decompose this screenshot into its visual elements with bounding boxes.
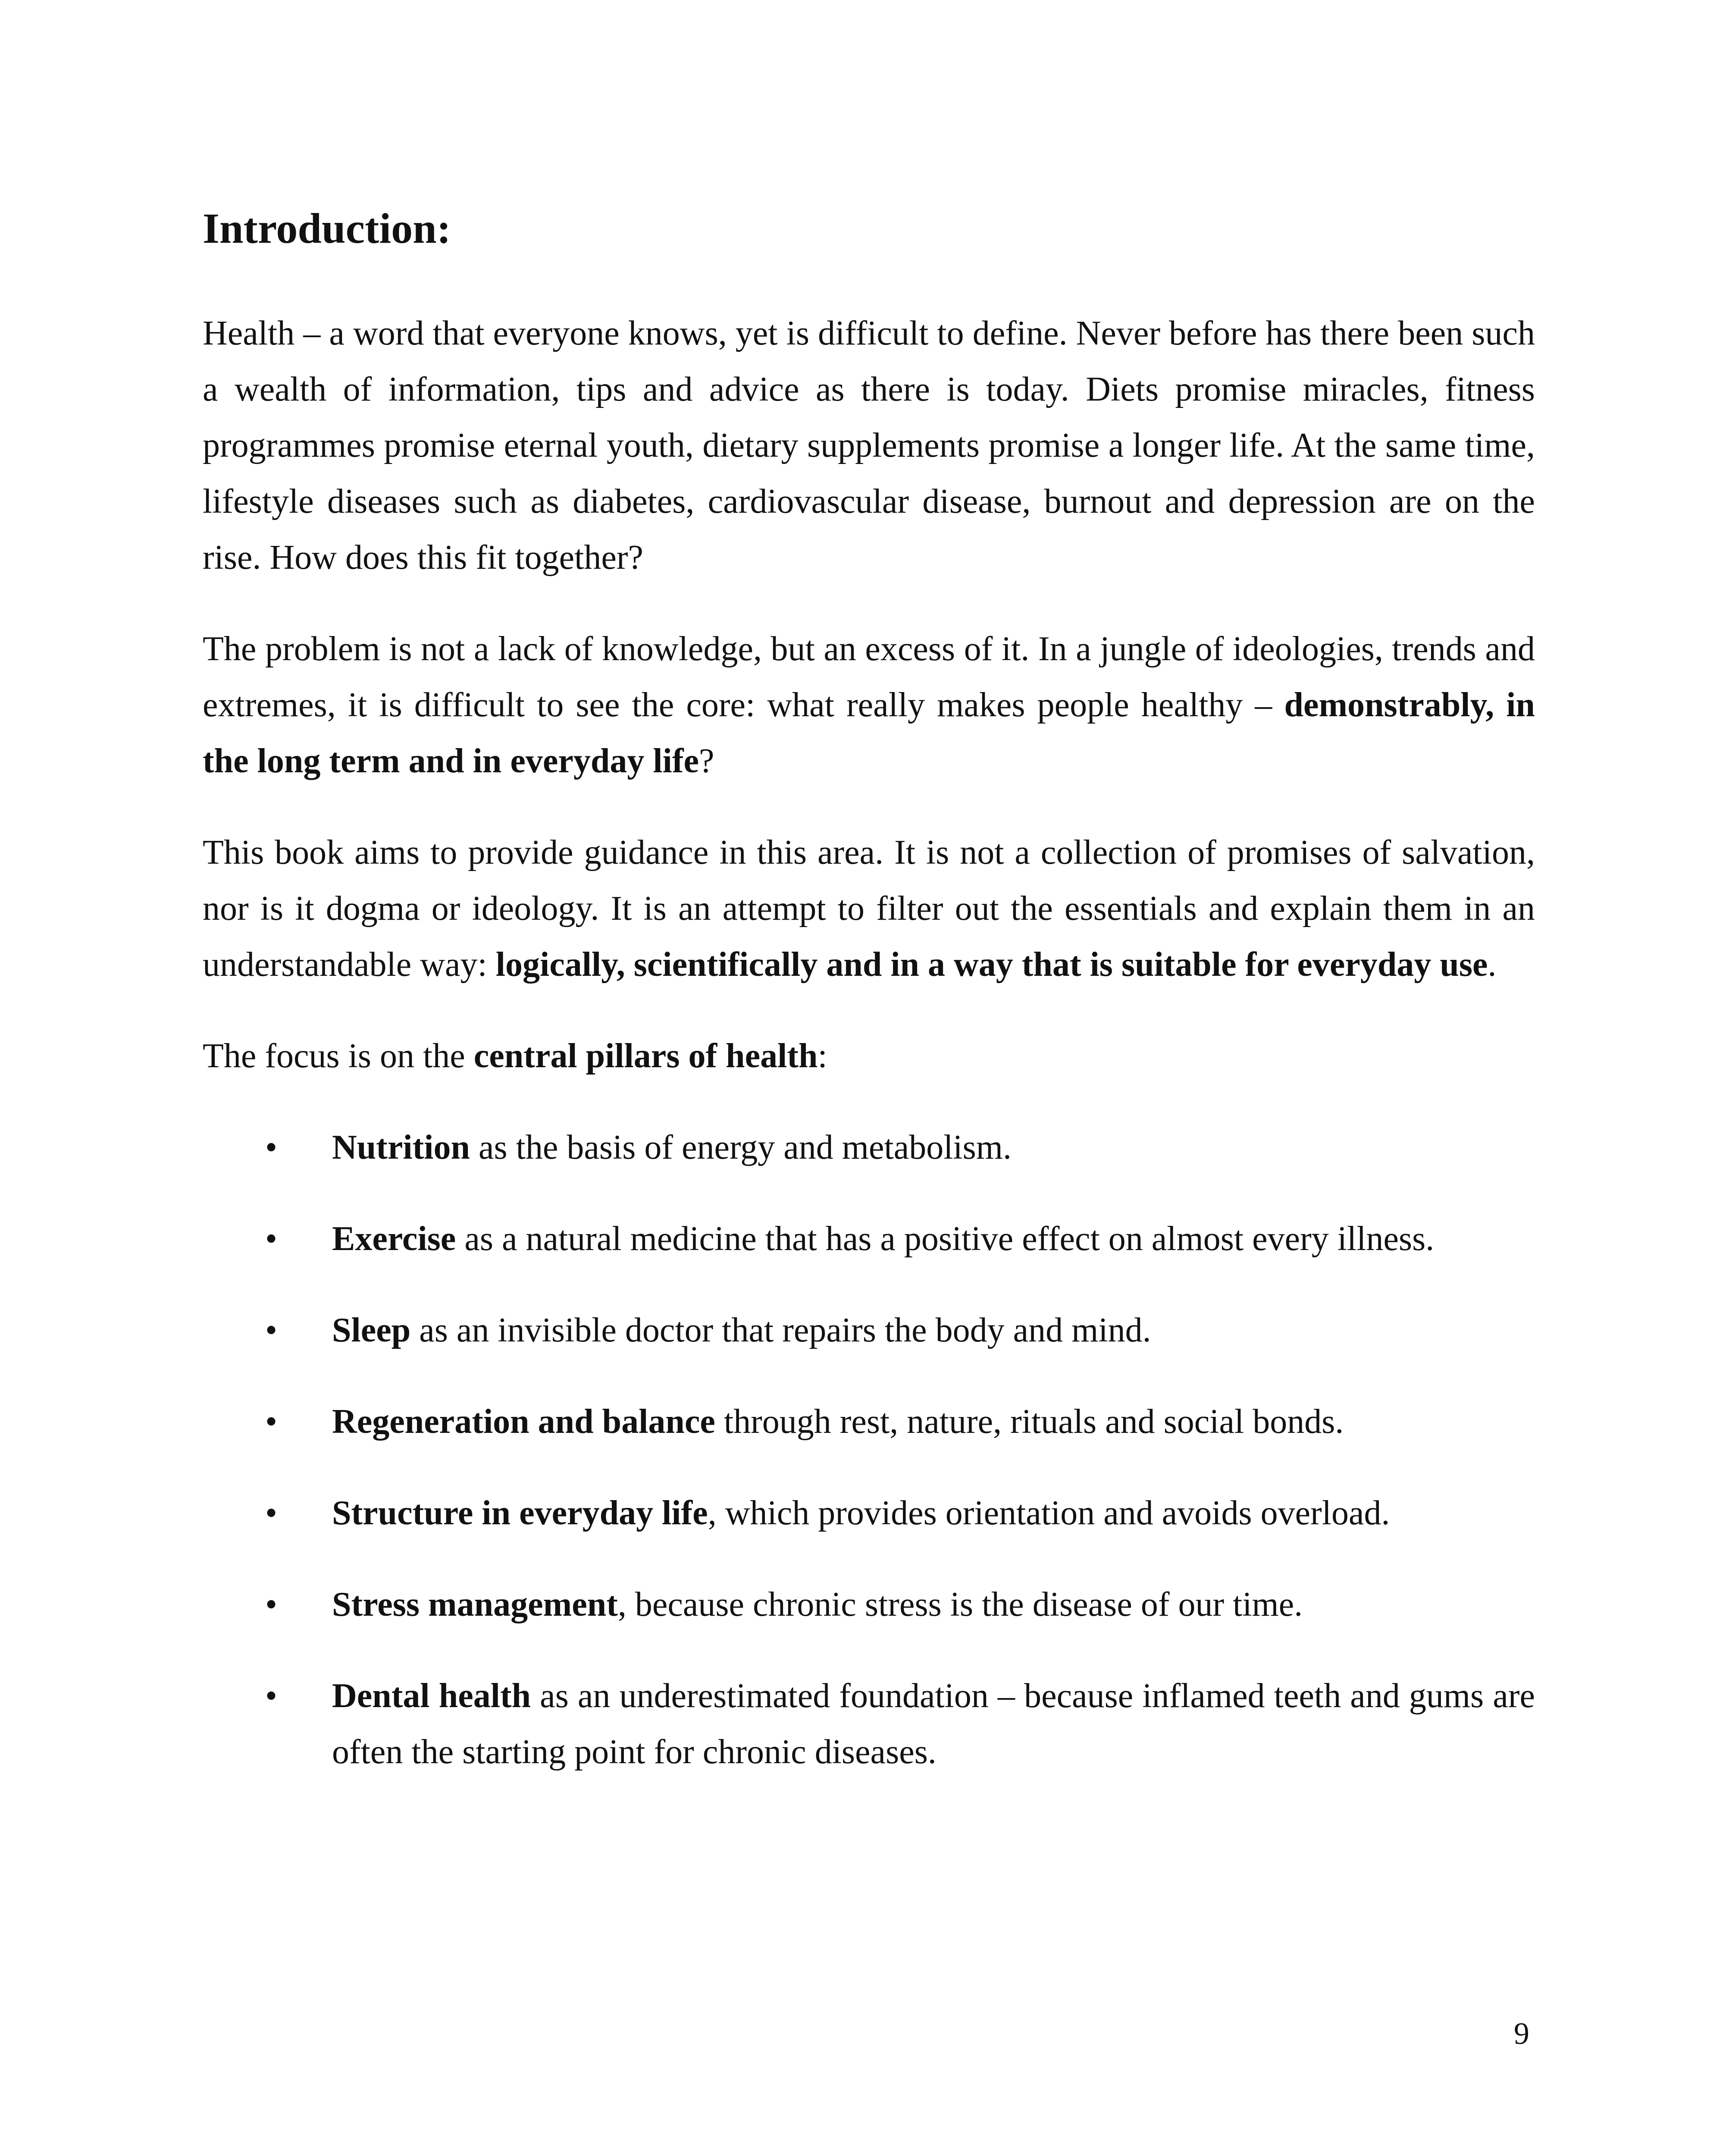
list-item-text: as the basis of energy and metabolism. [470, 1128, 1012, 1166]
list-item-term: Stress management [332, 1586, 618, 1623]
list-item [203, 1576, 1535, 1633]
list-item [203, 1211, 1535, 1267]
paragraph-text: This book aims to provide guidance in this area. It is not a collection of promises of salvation, nor is it dogma or ideology. It is an attempt to filter out the essentials and explain them in an understandable way: [203, 834, 1535, 984]
bullet-icon: • [265, 1494, 278, 1532]
list-item [203, 1302, 1535, 1358]
list-item-term: Structure in everyday life [332, 1494, 708, 1532]
list-item-text: through rest, nature, rituals and social bonds. [715, 1403, 1344, 1441]
list-item [203, 1485, 1535, 1541]
pillars-list [203, 1119, 1535, 1780]
emphasis-text: demonstrably, in the long term and in everyday life [203, 686, 1535, 780]
paragraph-text-end: . [1488, 946, 1497, 984]
list-item-text: as a natural medicine that has a positive effect on almost every illness. [456, 1220, 1434, 1258]
list-item-term: Sleep [332, 1311, 411, 1349]
paragraph-text-end: : [817, 1037, 827, 1075]
paragraph-problem [203, 621, 1535, 789]
list-item-term: Exercise [332, 1220, 456, 1258]
list-item-term: Nutrition [332, 1128, 470, 1166]
list-item-term: Regeneration and balance [332, 1403, 715, 1441]
list-item [203, 1668, 1535, 1780]
emphasis-text: central pillars of health [473, 1037, 818, 1075]
paragraph-intro: Health – a word that everyone knows, yet is difficult to define. Never before has there been such a wealth of information, tips and advice as there is today. Diets promise miracles, fitness programmes promise eternal youth, dietary supplements promise a longer life. At the same time, lifestyle diseases such as diabetes, cardiovascular disease, burnout and depression are on the rise. How does this fit together? [203, 314, 1535, 577]
bullet-icon: • [265, 1311, 278, 1349]
page-content [203, 203, 1535, 1815]
list-item-text: , which provides orientation and avoids overload. [708, 1494, 1390, 1532]
list-item [203, 1394, 1535, 1450]
bullet-icon: • [265, 1677, 278, 1715]
paragraph-focus [203, 1028, 1535, 1084]
bullet-icon: • [265, 1220, 278, 1258]
list-item-term: Dental health [332, 1677, 531, 1715]
section-heading: Introduction: [203, 204, 451, 252]
list-item-text: as an underestimated foundation – because inflamed teeth and gums are often the starting point for chronic diseases. [332, 1677, 1535, 1771]
list-item-text: as an invisible doctor that repairs the body and mind. [410, 1311, 1151, 1349]
bullet-icon: • [265, 1128, 278, 1166]
list-item [203, 1119, 1535, 1175]
page-number: 9 [1514, 2016, 1529, 2051]
paragraph-aim [203, 824, 1535, 993]
list-item-text: , because chronic stress is the disease of our time. [617, 1586, 1303, 1623]
bullet-icon: • [265, 1586, 278, 1623]
paragraph-text-end: ? [698, 742, 714, 780]
emphasis-text: logically, scientifically and in a way that is suitable for everyday use [495, 946, 1488, 984]
bullet-icon: • [265, 1403, 278, 1441]
paragraph-text: The problem is not a lack of knowledge, but an excess of it. In a jungle of ideologies, trends and extremes, it is difficult to see the core: what really makes people healthy – [203, 630, 1535, 724]
paragraph-text: The focus is on the [203, 1037, 474, 1075]
